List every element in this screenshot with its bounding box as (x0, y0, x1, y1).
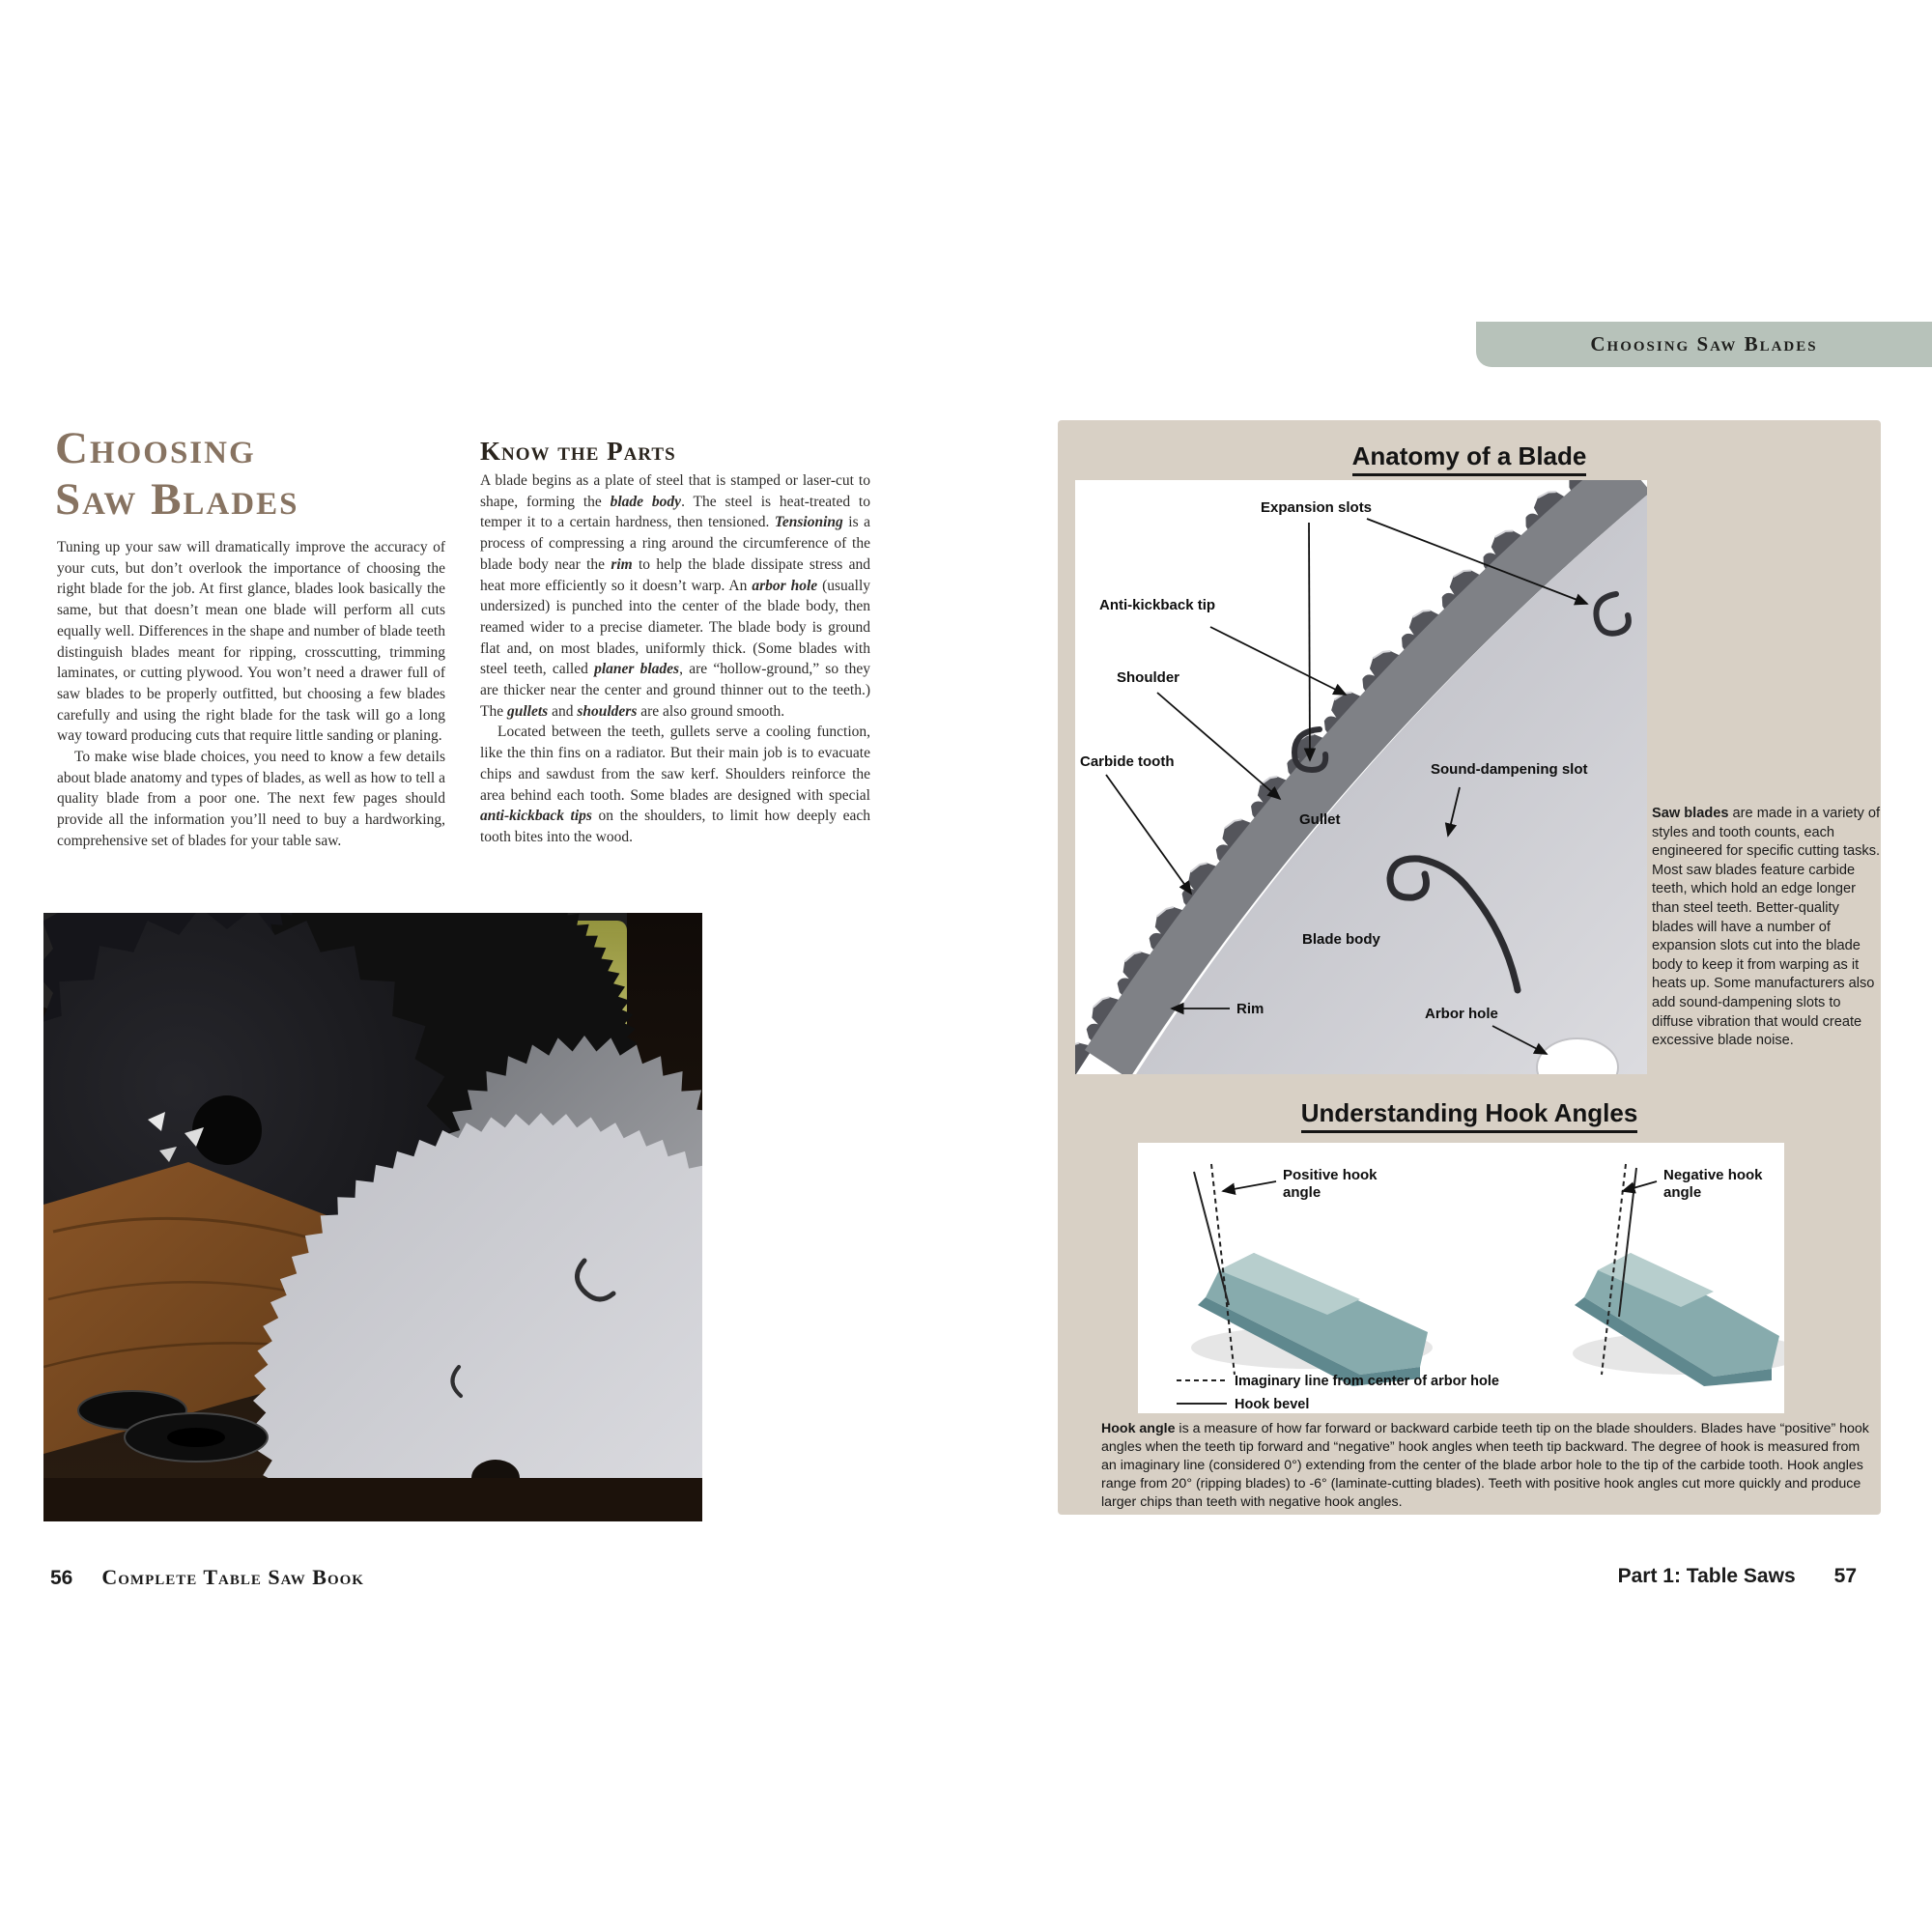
label-positive-hook-line1: Positive hook (1283, 1167, 1378, 1183)
chapter-title-line2: Saw Blades (55, 474, 299, 525)
footer-left (50, 1565, 364, 1590)
chapter-header-label: Choosing Saw Blades (1590, 332, 1818, 355)
leader-line (1210, 627, 1346, 695)
leader-line (1157, 693, 1280, 799)
section-heading: Know the Parts (480, 437, 676, 466)
chapter-title (55, 423, 298, 526)
hook-angle-caption: Hook angle is a measure of how far forward or backward carbide teeth tip on the blade shoulders. Blades have “positive” hook angles when the teeth tip forward and “negative” hook angles when teeth tip backward. The degree of hook is measured from an imaginary line (considered 0°) extending from the center of the blade arbor hole to the tip of the carbide tooth. Hook angles range from 20° (ripping blades) to -6° (laminate-cutting blades). Teeth with positive hook angles cut more quickly and produce larger chips than teeth with negative hook angles. (1101, 1421, 1869, 1510)
label-positive-hook-line2: angle (1283, 1184, 1321, 1201)
leader-line (1623, 1181, 1657, 1191)
intro-text (57, 537, 445, 852)
chapter-header-tab (1476, 322, 1932, 367)
intro-paragraph-2: To make wise blade choices, you need to know a few details about blade anatomy and types of blades, as well as how to tell a quality blade from a poor one. The next few pages should provide all the information you’ll need to buy a hardworking, comprehensive set of blades for your table saw. (57, 749, 445, 849)
page-number-left: 56 (50, 1567, 73, 1589)
part-title: Part 1: Table Saws (1617, 1565, 1796, 1587)
know-the-parts-body (480, 470, 870, 848)
legend-solid-label: Hook bevel (1235, 1397, 1310, 1412)
label-blade-body: Blade body (1302, 931, 1380, 948)
label-carbide-tooth: Carbide tooth (1080, 753, 1175, 770)
dark-blade-arbor (192, 1095, 262, 1165)
leader-line (1309, 523, 1310, 760)
label-rim: Rim (1236, 1001, 1264, 1017)
hook-angles-illustration (1138, 1143, 1784, 1413)
leader-line (1223, 1181, 1276, 1191)
label-arbor-hole: Arbor hole (1425, 1006, 1498, 1022)
chapter-title-line1: Choosing (55, 423, 256, 473)
legend-dashed-label: Imaginary line from center of arbor hole (1235, 1374, 1499, 1389)
know-the-parts-paragraph-2: Located between the teeth, gullets serve a cooling function, like the thin fins on a radiator. But their main job is to evacuate chips and sawdust from the saw kerf. Shoulders reinforce the area behind each tooth. Some blades are designed with special anti-kickback tips on the shoulders, to limit how deeply each tooth bites into the wood. (480, 724, 870, 845)
saw-blades-photo (43, 913, 702, 1521)
washer-hole (167, 1428, 225, 1447)
anatomy-photo-box (1075, 480, 1647, 1074)
hook-angles-title: Understanding Hook Angles (1058, 1098, 1881, 1128)
anatomy-sidebar-text: Saw blades are made in a variety of styles and tooth counts, each engineered for specific cutting tasks. Most saw blades feature carbide teeth, which hold an edge longer than steel teeth. Better-quality blades will have a number of expansion slots cut into the blade body to keep it from warping as it heats up. Some manufacturers also add sound-dampening slots to diffuse vibration that would create excessive blade noise. (1652, 806, 1881, 1049)
hook-angles-box (1138, 1143, 1784, 1413)
table-surface (43, 1478, 702, 1521)
label-expansion-slots: Expansion slots (1261, 499, 1373, 516)
anatomy-title: Anatomy of a Blade (1058, 441, 1881, 471)
blade-body-surface (1129, 492, 1647, 1074)
label-negative-hook-line1: Negative hook (1663, 1167, 1763, 1183)
anatomy-panel (1058, 420, 1881, 1515)
book-title: Complete Table Saw Book (101, 1565, 364, 1589)
label-anti-kickback-tip: Anti-kickback tip (1099, 597, 1216, 613)
label-gullet: Gullet (1299, 811, 1341, 828)
leader-line (1106, 775, 1191, 894)
know-the-parts-paragraph-1: A blade begins as a plate of steel that is stamped or laser-cut to shape, forming the blade body. The steel is heat-treated to temper it to a certain hardness, then tensioned. Tensioning is a process of compressing a ring around the circumference of the blade body near the rim to help the blade dissipate stress and heat more efficiently so it doesn’t warp. An arbor hole (usually undersized) is punched into the center of the blade body, then reamed wider to a precise diameter. The blade body is ground flat and, on most blades, uniformly thick. (Some blades with steel teeth, called planer blades, are “hollow-ground,” so they are thicker near the center and ground thinner out to the teeth.) The gullets and shoulders are also ground smooth. (480, 472, 871, 720)
label-shoulder: Shoulder (1117, 669, 1180, 686)
label-sound-dampening-slot: Sound-dampening slot (1431, 761, 1588, 778)
page-number-right: 57 (1833, 1565, 1857, 1587)
footer-right (1618, 1565, 1857, 1588)
label-negative-hook-line2: angle (1663, 1184, 1702, 1201)
intro-paragraph-1: Tuning up your saw will dramatically improve the accuracy of your cuts, but don’t overlook the importance of choosing the right blade for the job. At first glance, blades look basically the same, but that doesn’t mean one blade will perform all cuts equally well. Differences in the shape and number of blade teeth distinguish blades meant for ripping, crosscutting, trimming laminates, or cutting plywood. You won’t need a drawer full of saw blades to be properly outfitted, but choosing a few blades carefully and using the right blade for the task will go a long way toward producing cuts that require little sanding or planing. (57, 539, 445, 745)
anatomy-illustration (1075, 480, 1647, 1074)
